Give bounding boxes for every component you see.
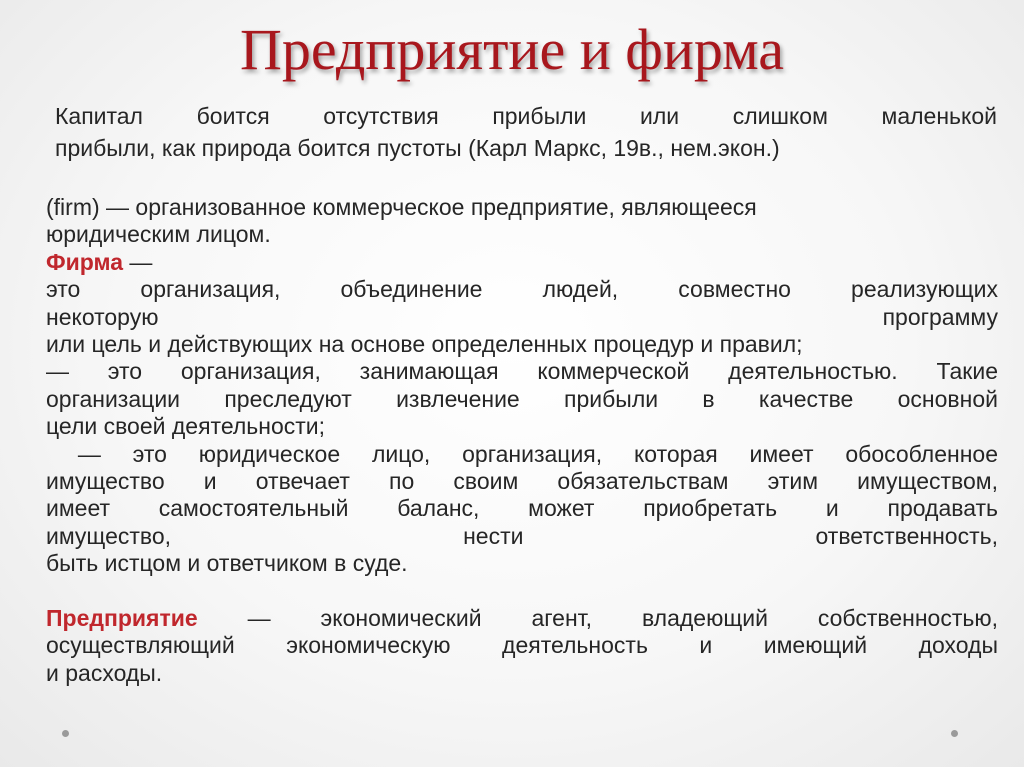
enterprise-term: Предприятие	[46, 604, 198, 631]
slide-title: Предприятие и фирма	[239, 17, 785, 82]
firm-def3-line-1: — это юридическое лицо, организация, которая имеет обособленное	[46, 440, 998, 467]
firm-def1-line-2	[46, 304, 998, 331]
corner-dot-right	[951, 730, 958, 737]
firm-def1-line-3: или цель и действующих на основе определенных процедур и правил;	[46, 331, 803, 358]
paragraph-gap	[46, 578, 998, 605]
slide-body	[46, 194, 998, 687]
firm-def3-line-2: имущество и отвечает по своим обязательствам этим имуществом,	[46, 468, 998, 495]
firm-def3-line-3: имеет самостоятельный баланс, может приобретать и продавать	[46, 495, 998, 522]
enterprise-line-1	[46, 605, 998, 632]
enterprise-line-3: и расходы.	[46, 659, 163, 686]
epigraph-quote	[55, 100, 997, 164]
firm-term-dash: —	[123, 248, 153, 275]
firm-def1-line-2-right: программу	[882, 303, 998, 330]
firm-def1-line-2-left: некоторую	[46, 303, 159, 330]
epigraph-line-1: Капитал боится отсутствия прибыли или слишком маленькой	[55, 103, 997, 129]
firm-intro-line-2: юридическим лицом.	[46, 221, 271, 248]
firm-term: Фирма	[46, 248, 124, 275]
firm-def3-line-4: имущество, нести ответственность,	[46, 522, 998, 549]
firm-def1-line-1: это организация, объединение людей, совместно реализующих	[46, 276, 998, 303]
firm-def2-line-1: — это организация, занимающая коммерческой деятельностью. Такие	[46, 358, 998, 385]
enterprise-line-1-text: — экономический агент, владеющий собственностью,	[197, 604, 998, 631]
corner-dot-left	[62, 730, 69, 737]
epigraph-line-2: прибыли, как природа боится пустоты (Карл Маркс, 19в., нем.экон.)	[55, 135, 780, 161]
firm-def2-line-2: организации преследуют извлечение прибыли в качестве основной	[46, 385, 998, 412]
firm-def2-line-3: цели своей деятельности;	[46, 413, 326, 440]
enterprise-line-2: осуществляющий экономическую деятельность и имеющий доходы	[46, 632, 998, 659]
firm-intro-line-1: (firm) — организованное коммерческое предприятие, являющееся	[46, 194, 757, 220]
firm-heading	[46, 249, 998, 276]
firm-def3-line-5: быть истцом и ответчиком в суде.	[46, 550, 408, 577]
